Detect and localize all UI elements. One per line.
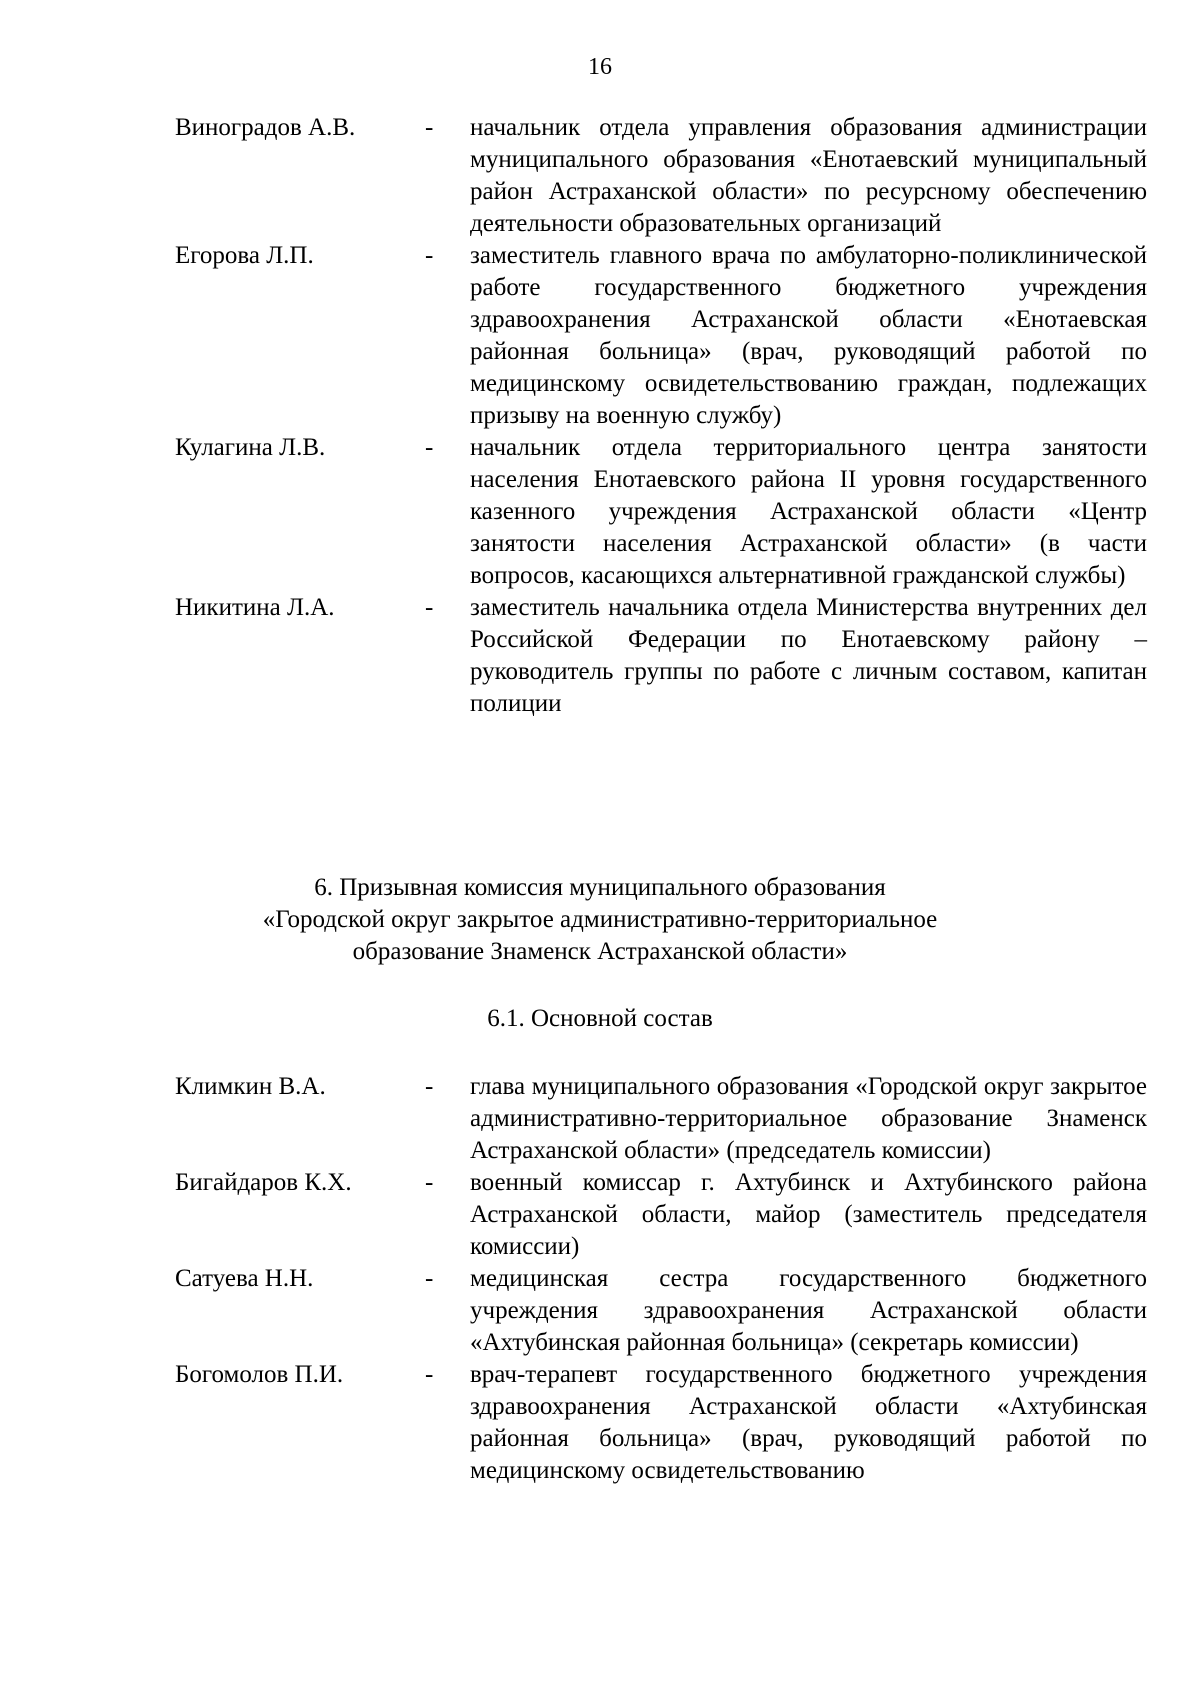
member-dash: -: [425, 1169, 434, 1196]
member-dash: -: [425, 594, 434, 621]
member-entry: [0, 1359, 1200, 1487]
member-position: начальник отдела территориального центра занятости населения Енотаевского района II уровня государственного казенного учреждения Астраханской области «Центр занятости населения Астраханской области» (в части вопросов, касающихся альтернативной гражданской службы): [470, 434, 1147, 589]
member-name: Богомолов П.И.: [175, 1361, 344, 1388]
section-title-line: образование Знаменск Астраханской области»: [352, 938, 848, 965]
member-position: заместитель начальника отдела Министерства внутренних дел Российской Федерации по Енотаевскому району – руководитель группы по работе с личным составом, капитан полиции: [470, 594, 1147, 717]
members-list-group-a: [0, 112, 1200, 720]
member-dash: -: [425, 434, 434, 461]
member-name: Бигайдаров К.Х.: [175, 1169, 352, 1196]
member-entry: [0, 1071, 1200, 1167]
member-name: Климкин В.А.: [175, 1073, 326, 1100]
member-dash: -: [425, 242, 434, 269]
member-name: Кулагина Л.В.: [175, 434, 326, 461]
member-name: Сатуева Н.Н.: [175, 1265, 314, 1292]
section-title-line: «Городской округ закрытое административно-территориальное: [262, 906, 938, 933]
member-position: военный комиссар г. Ахтубинск и Ахтубинского района Астраханской области, майор (заместитель председателя комиссии): [470, 1169, 1147, 1260]
section-title-line: 6. Призывная комиссия муниципального образования: [314, 874, 886, 901]
member-name: Виноградов А.В.: [175, 114, 356, 141]
member-entry: [0, 240, 1200, 432]
member-position: врач-терапевт государственного бюджетного учреждения здравоохранения Астраханской области «Ахтубинская районная больница» (врач, руководящий работой по медицинскому освидетельствованию: [470, 1361, 1147, 1484]
member-entry: [0, 592, 1200, 720]
member-position: начальник отдела управления образования администрации муниципального образования «Енотаевский муниципальный район Астраханской области» по ресурсному обеспечению деятельности образовательных организаций: [470, 114, 1147, 237]
member-dash: -: [425, 1073, 434, 1100]
member-entry: [0, 112, 1200, 240]
member-entry: [0, 432, 1200, 592]
members-list-group-b: [0, 1071, 1200, 1487]
member-dash: -: [425, 1265, 434, 1292]
member-position: медицинская сестра государственного бюджетного учреждения здравоохранения Астраханской области «Ахтубинская районная больница» (секретарь комиссии): [470, 1265, 1147, 1356]
member-position: заместитель главного врача по амбулаторно-поликлинической работе государственного бюджетного учреждения здравоохранения Астраханской области «Енотаевская районная больница» (врач, руководящий работой по медицинскому освидетельствованию граждан, подлежащих призыву на военную службу): [470, 242, 1147, 429]
member-entry: [0, 1263, 1200, 1359]
subsection-title: 6.1. Основной состав: [487, 1005, 713, 1032]
subsection-6-1-title: [0, 1003, 1200, 1035]
member-name: Никитина Л.А.: [175, 594, 335, 621]
page-number: 16: [588, 54, 612, 80]
member-name: Егорова Л.П.: [175, 242, 314, 269]
member-entry: [0, 1167, 1200, 1263]
member-dash: -: [425, 1361, 434, 1388]
member-dash: -: [425, 114, 434, 141]
member-position: глава муниципального образования «Городской округ закрытое административно-территориальное образование Знаменск Астраханской области» (председатель комиссии): [470, 1073, 1147, 1164]
section-6-title: [0, 872, 1200, 968]
